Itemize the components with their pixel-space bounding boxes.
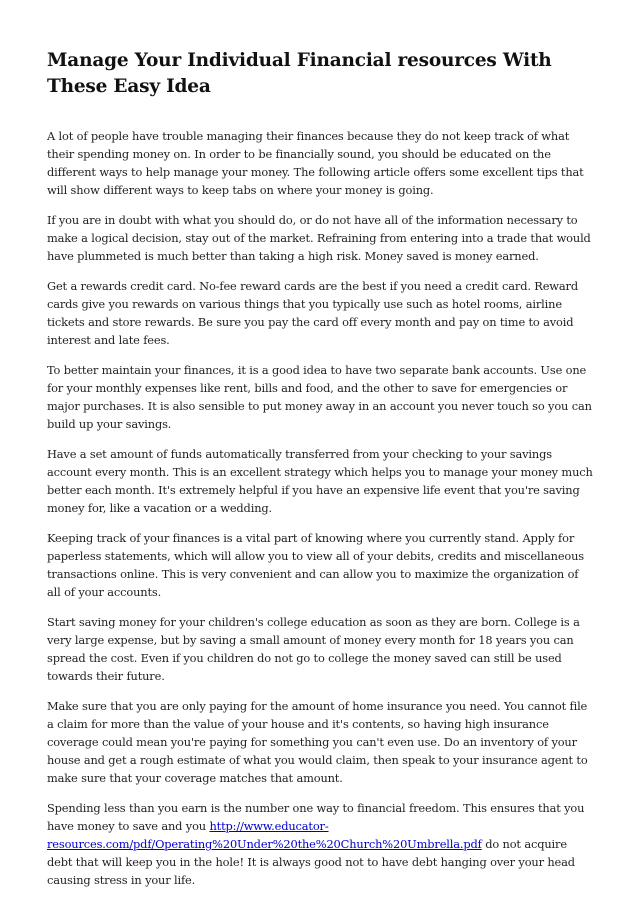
paragraph-bank-accounts: To better maintain your finances, it is a good idea to have two separate bank accounts. Use one for your monthly expenses like rent, bills and food, and the other to save for emergencies or major purchases. It is also sensible to put money away in an account you never touch so you can build up your savings. (47, 363, 592, 431)
paragraph-college-savings: Start saving money for your children's college education as soon as they are born. College is a very large expense, but by saving a small amount of money every month for 18 years you can spread the cost. Even if you children do not go to college the money saved can still be used towards their future. (47, 615, 580, 683)
paragraph-auto-transfer: Have a set amount of funds automatically transferred from your checking to your savings account every month. This is an excellent strategy which helps you to manage your money much better each month. It's extremely helpful if you have an expensive life event that you're saving money for, like a vacation or a wedding. (47, 447, 593, 515)
paragraph-home-insurance: Make sure that you are only paying for the amount of home insurance you need. You cannot file a claim for more than the value of your house and it's contents, so having high insurance coverage could mean you're paying for something you can't even use. Do an inventory of your house and get a rough estimate of what you would claim, then speak to your insurance agent to make sure that your coverage matches that amount. (47, 699, 588, 785)
educator-resources-link[interactable]: http://www.educator-resources.com/pdf/Operating%20Under%20the%20Church%20Umbrella.pdf (47, 819, 482, 851)
paragraph-spending-start: Spending less than you earn is the number one way to financial freedom. This ensures that you have money to save and you (47, 801, 585, 833)
document-page (47, 48, 595, 901)
article-title: Manage Your Individual Financial resources With These Easy Idea (47, 50, 552, 97)
paragraph-rewards-card: Get a rewards credit card. No-fee reward cards are the best if you need a credit card. Reward cards give you rewards on various things that you typically use such as hotel rooms, airline tickets and store rewards. Be sure you pay the card off every month and pay on time to avoid interest and late fees. (47, 279, 578, 347)
paragraph-market: If you are in doubt with what you should do, or do not have all of the information necessary to make a logical decision, stay out of the market. Refraining from entering into a trade that would have plummeted is much better than taking a high risk. Money saved is money earned. (47, 213, 591, 263)
paragraph-intro: A lot of people have trouble managing their finances because they do not keep track of what their spending money on. In order to be financially sound, you should be educated on the different ways to help manage your money. The following article offers some excellent tips that will show different ways to keep tabs on where your money is going. (47, 129, 584, 197)
paragraph-spending-end: do not acquire debt that will keep you in the hole! It is always good not to have debt hanging over your head causing stress in your life. (47, 837, 575, 887)
paragraph-spending (47, 799, 595, 889)
paragraph-tracking: Keeping track of your finances is a vital part of knowing where you currently stand. Apply for paperless statements, which will allow you to view all of your debits, credits and miscellaneous transactions online. This is very convenient and can allow you to maximize the organization of all of your accounts. (47, 531, 585, 599)
